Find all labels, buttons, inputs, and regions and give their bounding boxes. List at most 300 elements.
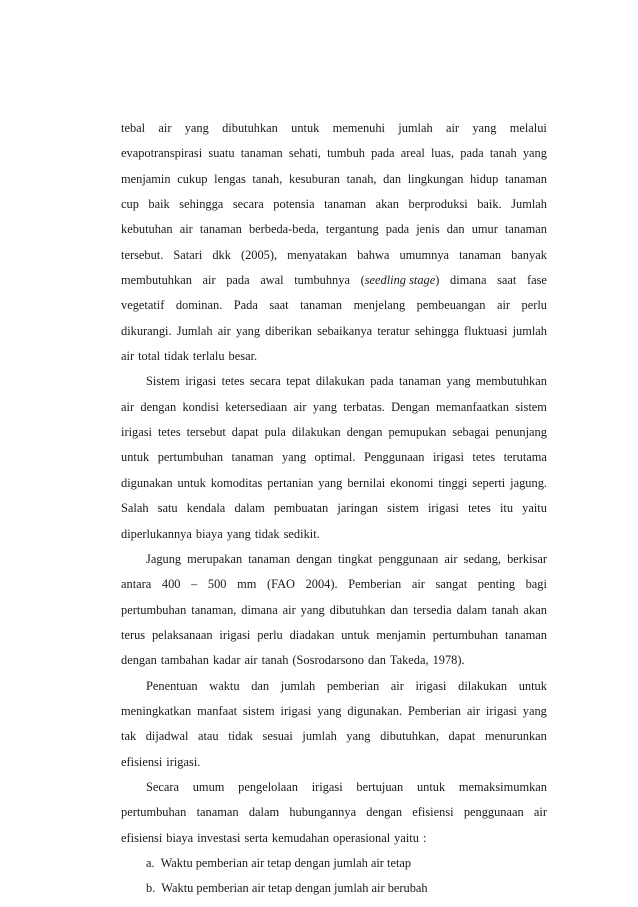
word: banyak xyxy=(511,247,547,262)
word: efisiensi xyxy=(412,805,454,820)
list-marker: a. xyxy=(146,855,155,870)
text-line xyxy=(121,628,547,653)
text-line xyxy=(121,450,547,475)
word: yang xyxy=(300,602,325,617)
word: berbeda-beda, xyxy=(248,222,319,237)
word: kesuburan xyxy=(289,171,340,186)
word: air xyxy=(244,653,258,668)
text-line xyxy=(121,527,547,552)
word: untuk xyxy=(341,627,370,642)
word: tinggi xyxy=(438,475,468,490)
word: Penentuan xyxy=(146,678,198,693)
word: untuk xyxy=(416,779,446,794)
text-line xyxy=(121,552,547,577)
word: sehingga xyxy=(414,323,459,338)
word: air xyxy=(121,399,135,414)
word: mm xyxy=(237,577,257,592)
word: Jagung xyxy=(146,551,182,566)
word: pertumbuhan xyxy=(432,627,499,642)
word: secara xyxy=(249,374,281,389)
word: yaitu xyxy=(522,501,547,516)
word: baik. xyxy=(477,197,502,212)
word: vegetatif xyxy=(121,298,165,313)
paragraph xyxy=(121,679,547,780)
word: Penggunaan xyxy=(363,450,425,465)
word: melalui xyxy=(509,121,547,135)
text-line xyxy=(121,831,547,856)
word: air xyxy=(293,399,307,414)
word: tetes xyxy=(157,425,181,440)
word: dan xyxy=(383,171,402,186)
word: pada xyxy=(385,222,410,237)
word: jumlah xyxy=(302,729,337,744)
word: serta xyxy=(244,830,268,845)
word: yang xyxy=(317,703,342,718)
word: lengas xyxy=(214,171,246,186)
word: (FAO xyxy=(266,577,295,592)
word: Sistem xyxy=(146,374,180,389)
word: dan xyxy=(446,222,465,237)
word: hidup xyxy=(470,171,499,186)
word: jenis xyxy=(416,222,440,237)
word: pertanian xyxy=(267,475,314,490)
text-line xyxy=(121,400,547,425)
word: merupakan xyxy=(187,551,243,566)
text-line xyxy=(121,222,547,247)
text-line xyxy=(121,729,547,754)
word: tanaman xyxy=(240,146,283,161)
word: biaya xyxy=(166,830,194,845)
word: diperlukannya xyxy=(121,526,192,541)
word: sebaikanya xyxy=(317,323,373,338)
word: irigasi xyxy=(485,703,517,718)
word: yang xyxy=(318,475,343,490)
word: menjamin xyxy=(121,171,171,186)
word: tepat xyxy=(286,374,311,389)
word: dominan. xyxy=(175,298,223,313)
word: akan xyxy=(523,602,547,617)
word: irigasi xyxy=(121,425,152,440)
word: air xyxy=(444,551,458,566)
text-line xyxy=(121,273,547,298)
text-line xyxy=(121,324,547,349)
word: awal xyxy=(260,273,284,288)
word: Jumlah xyxy=(176,323,213,338)
word: seperti xyxy=(472,475,506,490)
word: irigasi xyxy=(427,501,459,516)
text-line xyxy=(121,349,547,374)
word: itu xyxy=(499,501,514,516)
word: tingkat xyxy=(338,551,373,566)
word: dan xyxy=(251,678,270,693)
word: dapat xyxy=(448,729,476,744)
word: irigasi xyxy=(415,678,447,693)
word: tergantung xyxy=(325,222,379,237)
word: tanaman xyxy=(324,197,367,212)
word: tetes xyxy=(221,374,245,389)
word: optimal. xyxy=(314,450,356,465)
word: jumlah xyxy=(398,121,433,135)
word: tanaman xyxy=(248,551,291,566)
text-line xyxy=(121,653,547,678)
word: dengan xyxy=(296,551,333,566)
text-line xyxy=(121,603,547,628)
word: kondisi xyxy=(182,399,219,414)
word: air xyxy=(282,602,296,617)
word: tanaman xyxy=(231,450,274,465)
word: irigasi xyxy=(432,450,464,465)
word: jagung. xyxy=(510,475,547,490)
document-body xyxy=(121,121,547,907)
list-marker: b. xyxy=(146,881,156,896)
word: berkisar xyxy=(507,551,547,566)
word: tidak xyxy=(228,729,253,744)
word: akan xyxy=(375,197,399,212)
word: dibutuhkan xyxy=(329,602,386,617)
word: Pada xyxy=(233,298,258,313)
word: membutuhkan xyxy=(476,374,547,389)
word: diadakan xyxy=(289,627,335,642)
word: efisiensi xyxy=(121,830,163,845)
word: kadar xyxy=(212,653,241,668)
word: dijadwal xyxy=(145,729,189,744)
word: perlu xyxy=(521,298,547,313)
word: 1978). xyxy=(432,653,465,668)
word: (2005), xyxy=(240,247,278,262)
word: tersebut. xyxy=(121,247,164,262)
list-item-text: Waktu pemberian air tetap dengan jumlah air tetap xyxy=(160,855,412,870)
word: meningkatkan xyxy=(121,703,192,718)
word: areal xyxy=(400,146,425,161)
word: Dengan xyxy=(391,399,430,414)
word: luas, xyxy=(431,146,455,161)
word: 500 xyxy=(207,577,227,592)
word: tak xyxy=(121,729,137,744)
word: sedang, xyxy=(463,551,502,566)
word: untuk xyxy=(121,450,150,465)
paragraph xyxy=(121,374,547,551)
word: tersebut xyxy=(186,425,226,440)
word: terlalu xyxy=(192,349,225,364)
word: tanaman xyxy=(504,222,547,237)
word: antara xyxy=(121,577,152,592)
word: dengan xyxy=(366,805,403,820)
word: Salah xyxy=(121,501,149,516)
word: secara xyxy=(232,197,264,212)
word: (Sosrodarsono xyxy=(292,653,364,668)
word: tanaman xyxy=(504,171,547,186)
word: pembeuangan xyxy=(416,298,486,313)
word: pelaksanaan xyxy=(151,627,213,642)
word: Takeda, xyxy=(389,653,429,668)
word: yaitu xyxy=(394,830,419,845)
word: menjelang xyxy=(353,298,406,313)
word: pada xyxy=(226,273,250,288)
word: air xyxy=(496,298,511,313)
word: air xyxy=(202,273,216,288)
word: pemupukan xyxy=(388,425,447,440)
word: jaringan xyxy=(337,501,378,516)
word: tanaman xyxy=(459,247,502,262)
word: potensia xyxy=(273,197,315,212)
word: dan xyxy=(390,602,409,617)
word: digunakan. xyxy=(347,703,403,718)
word: sistem xyxy=(242,703,275,718)
word: cukup xyxy=(177,171,208,186)
word: jumlah xyxy=(512,323,547,338)
word: air xyxy=(158,121,172,135)
word: pada xyxy=(460,146,484,161)
word: ketersediaan xyxy=(225,399,288,414)
word: sesuai xyxy=(262,729,293,744)
text-line xyxy=(121,298,547,323)
word: Pemberian xyxy=(348,577,402,592)
word: besar. xyxy=(228,349,258,364)
word: biaya xyxy=(195,526,223,541)
word: menurunkan xyxy=(484,729,547,744)
word: air xyxy=(411,577,425,592)
word: umum xyxy=(192,779,225,794)
word: pada xyxy=(370,374,394,389)
word: yang xyxy=(472,121,497,135)
text-line xyxy=(121,577,547,602)
word: terutama xyxy=(503,450,547,465)
word: Pemberian xyxy=(408,703,462,718)
word: tanaman xyxy=(399,374,442,389)
word: sebagai xyxy=(452,425,490,440)
word: dibutuhkan, xyxy=(380,729,439,744)
word: penunjang xyxy=(495,425,547,440)
word: berproduksi xyxy=(408,197,468,212)
word: tersedia xyxy=(413,602,452,617)
word: sistem xyxy=(515,399,547,414)
word: tebal xyxy=(121,121,146,135)
word: lingkungan xyxy=(407,171,464,186)
word: sehingga xyxy=(179,197,224,212)
word: yang xyxy=(522,146,547,161)
word: tanaman xyxy=(300,298,343,313)
word: penting xyxy=(477,577,515,592)
text-line xyxy=(121,374,547,399)
word: memaksimumkan xyxy=(458,779,547,794)
word: Jumlah xyxy=(511,197,547,212)
text-line xyxy=(121,425,547,450)
word: pemberian xyxy=(326,678,380,693)
word: 2004). xyxy=(305,577,338,592)
word: air xyxy=(179,222,193,237)
word: sangat xyxy=(435,577,468,592)
word: tanaman xyxy=(196,805,239,820)
list-item xyxy=(121,856,547,881)
word: untuk xyxy=(291,121,320,135)
word: waktu xyxy=(209,678,240,693)
word: tanaman xyxy=(199,222,242,237)
word: yang xyxy=(346,729,371,744)
word: dimana xyxy=(241,602,278,617)
word: pembuatan xyxy=(273,501,329,516)
paragraph xyxy=(121,121,547,374)
word: air xyxy=(533,805,547,820)
word: air xyxy=(390,678,404,693)
word: pula xyxy=(264,425,286,440)
word: ekonomi xyxy=(390,475,434,490)
word: total xyxy=(138,349,161,364)
word: dengan xyxy=(121,653,157,668)
word: digunakan xyxy=(121,475,173,490)
word: penggunaan xyxy=(463,805,524,820)
word: dengan xyxy=(140,399,177,414)
word: menyatakan xyxy=(287,247,348,262)
word: dengan xyxy=(346,425,383,440)
word: dilakukan xyxy=(315,374,365,389)
word: irigasi xyxy=(185,374,217,389)
word: untuk xyxy=(518,678,547,693)
word: pertumbuhan xyxy=(121,602,187,617)
text-line xyxy=(121,704,547,729)
word: saat xyxy=(269,298,289,313)
word: baik xyxy=(148,197,170,212)
word: tanah xyxy=(261,653,289,668)
word: yang xyxy=(226,526,251,541)
word: memanfaatkan xyxy=(436,399,509,414)
paragraph xyxy=(121,552,547,679)
word: evapotranspirasi xyxy=(121,146,203,161)
word: irigasi xyxy=(219,627,251,642)
word: tanah xyxy=(491,602,519,617)
word: cup xyxy=(121,197,139,212)
word: – xyxy=(191,577,198,592)
text-line xyxy=(121,248,547,273)
word: air xyxy=(445,121,460,135)
word: 400 xyxy=(161,577,181,592)
word: pengelolaan xyxy=(238,779,298,794)
word: bagi xyxy=(525,577,547,592)
list-item-text: Waktu pemberian air tetap dengan jumlah air berubah xyxy=(161,881,428,896)
word: efisiensi xyxy=(121,754,163,769)
word: dapat xyxy=(231,425,259,440)
text-line xyxy=(121,679,547,704)
word: sehati, xyxy=(288,146,321,161)
word: irigasi xyxy=(280,703,312,718)
word: penggunaan xyxy=(378,551,439,566)
word: terbatas. xyxy=(343,399,385,414)
italic-term: (seedling stage) xyxy=(360,273,440,288)
word: operasional xyxy=(333,830,391,845)
word: pada xyxy=(371,146,395,161)
word: yang xyxy=(281,450,307,465)
word: : xyxy=(422,830,427,845)
text-line xyxy=(121,780,547,805)
word: perlu xyxy=(257,627,283,642)
word: air xyxy=(466,703,480,718)
word: tanah, xyxy=(346,171,377,186)
word: dan xyxy=(368,653,386,668)
word: bernilai xyxy=(347,475,386,490)
text-line xyxy=(121,197,547,222)
word: diberikan xyxy=(265,323,312,338)
text-line xyxy=(121,121,547,146)
word: dkk xyxy=(212,247,231,262)
word: pertumbuhan xyxy=(157,450,224,465)
word: Satari xyxy=(173,247,203,262)
word: bertujuan xyxy=(356,779,404,794)
word: fase xyxy=(526,273,547,288)
word: hubungannya xyxy=(289,805,357,820)
word: irigasi. xyxy=(166,754,201,769)
word: satu xyxy=(157,501,178,516)
word: yang xyxy=(235,323,261,338)
word: investasi xyxy=(197,830,241,845)
word: yang xyxy=(446,374,471,389)
word: yang xyxy=(184,121,209,135)
word: memenuhi xyxy=(332,121,385,135)
word: dilakukan xyxy=(458,678,508,693)
word: dalam xyxy=(248,805,280,820)
text-line xyxy=(121,755,547,780)
word: membutuhkan xyxy=(121,273,192,288)
word: tanaman xyxy=(505,627,547,642)
word: tidak xyxy=(254,526,280,541)
word: manfaat xyxy=(197,703,238,718)
word: teratur xyxy=(377,323,410,338)
word: tidak xyxy=(164,349,189,364)
word: tumbuh xyxy=(327,146,365,161)
word: suatu xyxy=(208,146,235,161)
word: irigasi xyxy=(311,779,343,794)
word: sedikit. xyxy=(283,526,320,541)
word: umumnya xyxy=(399,247,450,262)
word: untuk xyxy=(177,475,206,490)
word: terus xyxy=(121,627,146,642)
word: kendala xyxy=(186,501,226,516)
word: Secara xyxy=(146,779,180,794)
word: menjamin xyxy=(376,627,426,642)
word: tetes xyxy=(468,501,491,516)
text-line xyxy=(121,501,547,526)
word: dibutuhkan xyxy=(222,121,278,135)
text-line xyxy=(121,805,547,830)
word: yang xyxy=(312,399,337,414)
word: komoditas xyxy=(210,475,263,490)
text-line xyxy=(121,146,547,171)
word: pertumbuhan xyxy=(121,805,187,820)
word: kemudahan xyxy=(271,830,330,845)
word: tumbuhnya xyxy=(294,273,350,288)
word: dikurangi. xyxy=(121,323,172,338)
word: tetes xyxy=(472,450,496,465)
word: tanaman, xyxy=(191,602,237,617)
word: umur xyxy=(471,222,498,237)
word: tambahan xyxy=(160,653,209,668)
word: kebutuhan xyxy=(121,222,173,237)
word: dalam xyxy=(234,501,265,516)
word: tanah, xyxy=(252,171,283,186)
word: dimana xyxy=(450,273,487,288)
word: yang xyxy=(522,703,547,718)
word: atau xyxy=(197,729,219,744)
word: tanah xyxy=(489,146,517,161)
text-line xyxy=(121,476,547,501)
word: jumlah xyxy=(280,678,316,693)
word: sistem xyxy=(387,501,419,516)
word: air xyxy=(217,323,231,338)
word: bahwa xyxy=(357,247,390,262)
word: saat xyxy=(497,273,517,288)
word: dilakukan xyxy=(291,425,341,440)
word: fluktuasi xyxy=(464,323,508,338)
text-line xyxy=(121,172,547,197)
paragraph xyxy=(121,780,547,856)
